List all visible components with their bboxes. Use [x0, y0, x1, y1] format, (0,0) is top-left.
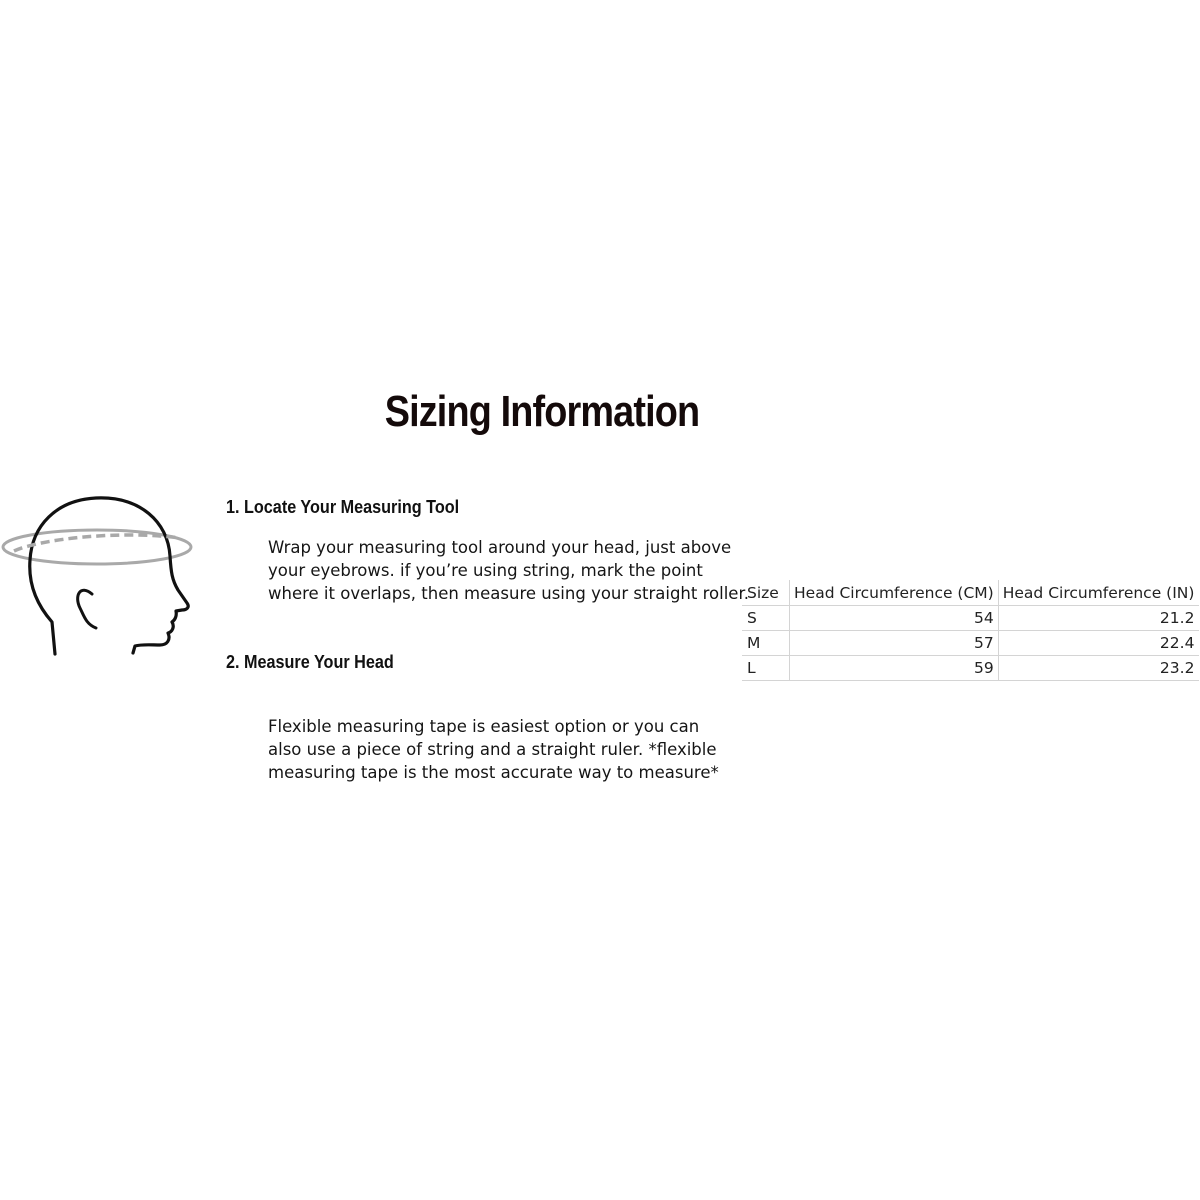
in-cell: 23.2	[998, 656, 1199, 681]
step-1-instructions: Wrap your measuring tool around your head, just above your eyebrows. if you’re using string, mark the point where it overlaps, then measure using your straight roller.	[268, 538, 749, 603]
size-cell: S	[743, 606, 790, 631]
table-row	[743, 606, 1199, 631]
column-header-size: Size	[743, 581, 790, 606]
column-header-cm: Head Circumference (CM)	[790, 581, 999, 606]
ear-outline	[78, 590, 96, 628]
column-header-in: Head Circumference (IN)	[998, 581, 1199, 606]
head-outline	[30, 498, 188, 654]
table-row	[743, 631, 1199, 656]
dashed-tape-front	[14, 535, 180, 551]
table-row	[743, 656, 1199, 681]
table-header-row	[743, 581, 1199, 606]
in-cell: 22.4	[998, 631, 1199, 656]
page-title: Sizing Information	[384, 387, 700, 436]
step-2-instructions: Flexible measuring tape is easiest option or you can also use a piece of string and a straight ruler. *flexible measuring tape is the most accurate way to measure*	[268, 717, 719, 782]
in-cell: 21.2	[998, 606, 1199, 631]
size-cell: M	[743, 631, 790, 656]
cm-cell: 54	[790, 606, 999, 631]
cm-cell: 59	[790, 656, 999, 681]
size-chart-table	[742, 580, 1199, 681]
size-cell: L	[743, 656, 790, 681]
step-1-heading: 1. Locate Your Measuring Tool	[226, 497, 460, 517]
cm-cell: 57	[790, 631, 999, 656]
step-2-heading: 2. Measure Your Head	[226, 652, 394, 672]
head-profile-measuring-icon	[0, 490, 200, 660]
